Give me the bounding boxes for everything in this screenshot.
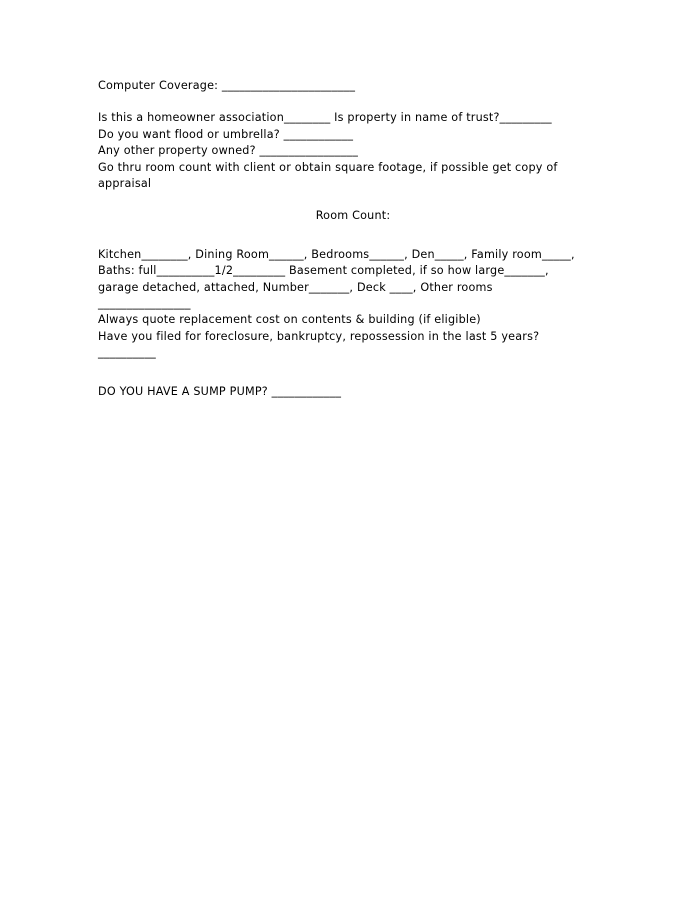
- line-replacement-cost: Always quote replacement cost on contents & building (if eligible): [98, 313, 481, 327]
- spacer: [98, 225, 578, 247]
- line-rooms-1: Kitchen________, Dining Room______, Bedrooms______, Den_____, Family room_____,: [98, 247, 575, 261]
- line-rooms-2: Baths: full__________1/2_________ Basement completed, if so how large_______,: [98, 264, 549, 278]
- line-foreclosure: Have you filed for foreclosure, bankruptcy, repossession in the last 5 years?__________: [98, 329, 540, 360]
- line-other-property: Any other property owned? _________________: [98, 144, 358, 158]
- line-sump-pump: DO YOU HAVE A SUMP PUMP? ____________: [98, 384, 342, 398]
- line-computer-coverage: Computer Coverage: _______________________: [98, 79, 356, 92]
- spacer: [98, 94, 578, 110]
- line-flood-umbrella: Do you want flood or umbrella? ____________: [98, 127, 354, 141]
- spacer: [98, 192, 578, 208]
- line-rooms-3: garage detached, attached, Number_______, Deck ____, Other rooms ________________: [98, 280, 497, 311]
- spacer: [98, 362, 578, 384]
- line-homeowner-association: Is this a homeowner association________ Is property in name of trust?_________: [98, 111, 552, 125]
- heading-room-count: Room Count:: [315, 209, 391, 223]
- document-body: [98, 78, 578, 400]
- line-room-count-instruction: Go thru room count with client or obtain square footage, if possible get copy of appraisal: [98, 160, 562, 191]
